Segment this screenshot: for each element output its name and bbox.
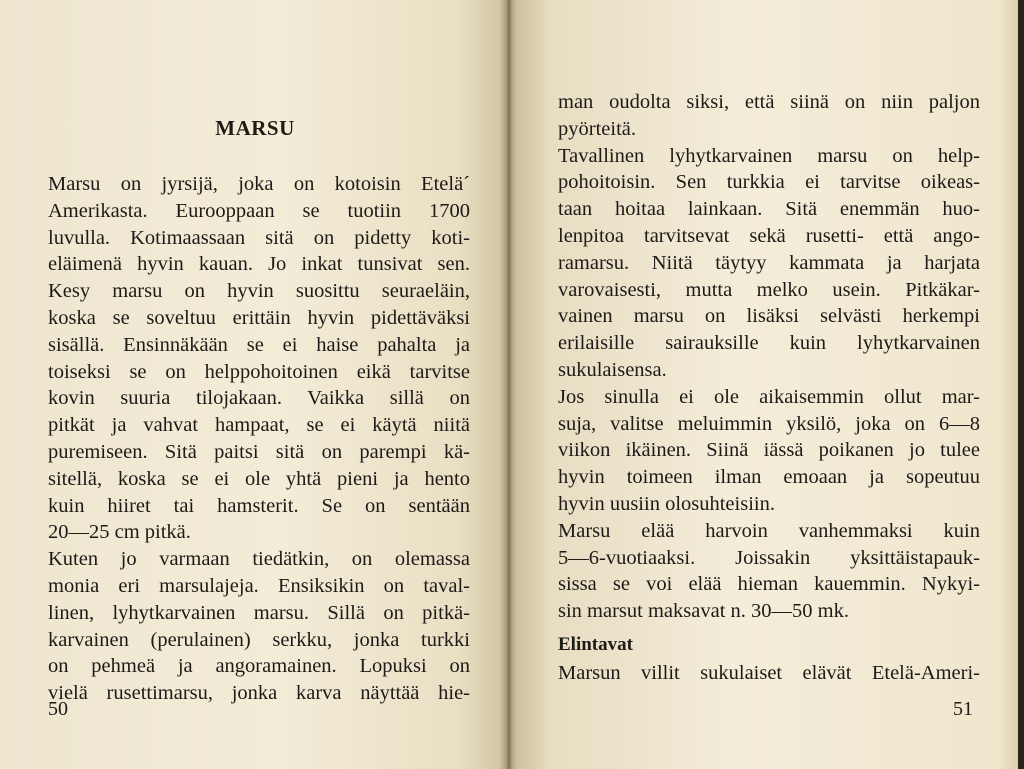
left-page	[0, 0, 510, 769]
text-line: karvainen (perulainen) serkku, jonka turkki	[48, 628, 470, 651]
text-line: suja, valitse meluimmin yksilö, joka on 6—8	[558, 412, 980, 435]
section-heading: Elintavat	[558, 634, 633, 655]
text-line: Marsun villit sukulaiset elävät Etelä-Ameri-	[558, 662, 980, 684]
text-line: koska se soveltuu erittäin hyvin pidettäväksi	[48, 306, 470, 329]
text-line: 5—6-vuotiaaksi. Joissakin yksittäistapauk-	[558, 546, 980, 569]
text-line: man oudolta siksi, että siinä on niin paljon	[558, 91, 980, 113]
text-line: Marsu elää harvoin vanhemmaksi kuin	[558, 519, 980, 542]
text-line: taan hoitaa lainkaan. Sitä enemmän huo-	[558, 198, 980, 221]
text-line: erilaisille sairauksille kuin lyhytkarvainen	[558, 332, 980, 355]
book-gutter	[500, 0, 516, 769]
text-line: vainen marsu on lisäksi selvästi herkempi	[558, 305, 980, 328]
text-line: Amerikasta. Eurooppaan se tuotiin 1700	[48, 199, 470, 222]
text-line: sissa se voi elää hieman kauemmin. Nykyi-	[558, 573, 980, 596]
text-line: hyvin uusiin olosuhteisiin.	[558, 492, 775, 515]
text-line: linen, lyhytkarvainen marsu. Sillä on pitkä-	[48, 601, 470, 624]
text-line: kovin suuria tilojakaan. Vaikka sillä on	[48, 387, 470, 410]
text-line: pohoitoisin. Sen turkkia ei tarvitse oikeas-	[558, 171, 980, 194]
right-page-continuation	[558, 660, 980, 687]
text-line: sin marsut maksavat n. 30—50 mk.	[558, 600, 849, 623]
text-line: Kesy marsu on hyvin suosittu seuraeläin,	[48, 280, 470, 303]
text-line: sukulaisensa.	[558, 358, 667, 381]
text-line: vielä rusettimarsu, jonka karva näyttää hie-	[48, 682, 470, 705]
text-line: varovaisesti, mutta melko usein. Pitkäkar-	[558, 278, 980, 301]
text-line: on pehmeä ja angoramainen. Lopuksi on	[48, 655, 470, 678]
text-line: puremiseen. Sitä paitsi sitä on parempi kä-	[48, 440, 470, 463]
text-line: Marsu on jyrsijä, joka on kotoisin Etelä´	[48, 173, 470, 195]
text-line: lenpitoa tarvitsevat sekä rusetti- että ango-	[558, 224, 980, 247]
right-page-body	[558, 89, 980, 625]
text-line: sisällä. Ensinnäkään se ei haise pahalta ja	[48, 333, 470, 356]
page-number-left: 50	[48, 698, 68, 720]
text-line: Tavallinen lyhytkarvainen marsu on help-	[558, 144, 980, 167]
book-edge	[1018, 0, 1024, 769]
text-line: Jos sinulla ei ole aikaisemmin ollut mar-	[558, 385, 980, 408]
text-line: sitellä, koska se ei ole yhtä pieni ja hento	[48, 467, 470, 490]
text-line: luvulla. Kotimaassaan sitä on pidetty koti-	[48, 226, 470, 249]
page-number-right: 51	[953, 698, 973, 720]
text-line: toiseksi se on helppohoitoinen eikä tarvitse	[48, 360, 470, 383]
left-page-body	[48, 171, 470, 707]
chapter-title: MARSU	[215, 116, 295, 140]
text-line: pitkät ja vahvat hampaat, se ei käytä niitä	[48, 414, 470, 437]
text-line: Kuten jo varmaan tiedätkin, on olemassa	[48, 548, 470, 571]
text-line: kuin hiiret tai hamsterit. Se on sentään	[48, 494, 470, 517]
text-line: viikon ikäinen. Siinä iässä poikanen jo tulee	[558, 439, 980, 462]
text-line: pyörteitä.	[558, 117, 636, 140]
text-line: eläimenä hyvin kauan. Jo inkat tunsivat sen.	[48, 253, 470, 276]
text-line: ramarsu. Niitä täytyy kammata ja harjata	[558, 251, 980, 274]
text-line: hyvin toimeen ilman emoaan ja sopeutuu	[558, 466, 980, 489]
text-line: 20—25 cm pitkä.	[48, 521, 191, 544]
text-line: monia eri marsulajeja. Ensiksikin on taval-	[48, 574, 470, 597]
